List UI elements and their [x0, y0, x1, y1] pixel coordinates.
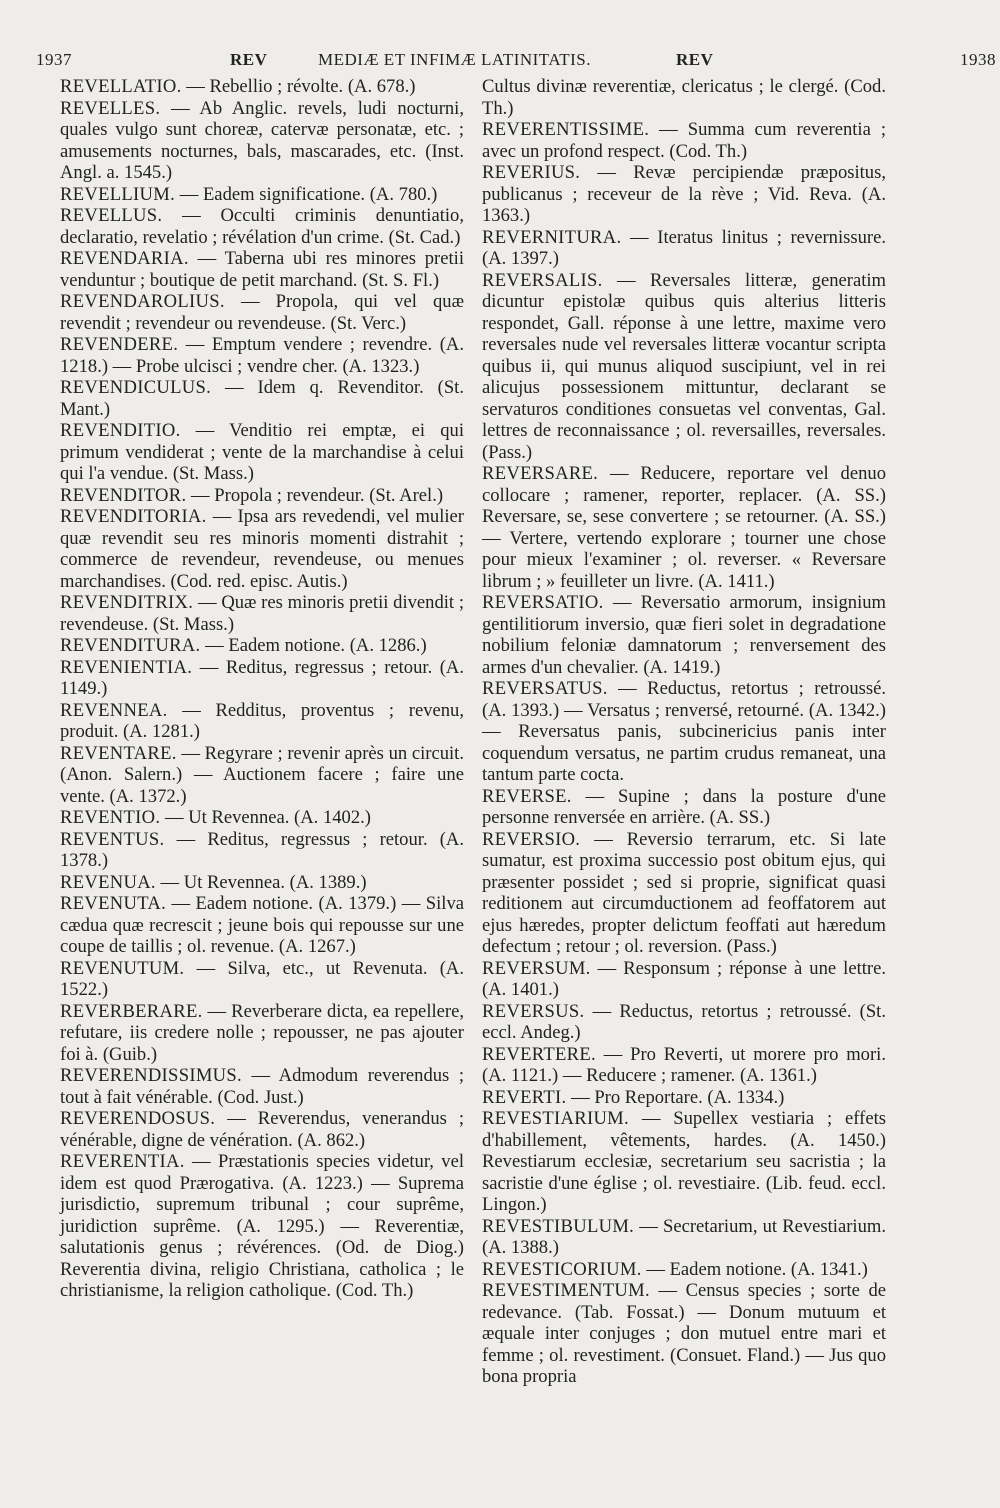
dictionary-entry — [482, 119, 886, 162]
entry-headword: REVENDITIO. — [60, 420, 181, 441]
entry-headword: REVERSATUS. — [482, 678, 608, 699]
entry-definition: — Ipsa ars revedendi, vel mulier quæ revendit seu res minoris momenti distrahit ; commerce de revendeur, revendeuse, ou menues marchandises. (Cod. red. episc. Autis.) — [60, 506, 464, 592]
entry-definition: — Pro Reverti, ut morere pro mori. (A. 1121.) — Reducere ; ramener. (A. 1361.) — [482, 1043, 886, 1086]
entry-headword: REVERTERE. — [482, 1043, 596, 1065]
running-header — [36, 46, 996, 76]
entry-definition: — Præstationis species videtur, vel idem est quod Prærogativa. (A. 1223.) — Suprema jurisdictio, supremum tribunal ; cour suprême, juridiction suprême. (A. 1295.) — Reverentiæ, salutationis genus ; révérences. (Od. de Diog.) Reverentia divina, religio Christiana, catholica ; le christianisme, la religion catholique. (Cod. Th.) — [60, 1151, 464, 1301]
entry-headword: REVENDICULUS. — [60, 377, 212, 398]
entry-definition: — Reducere, reportare vel denuo collocare ; ramener, reporter, replacer. (A. SS.) Reversare, se, sese convertere ; se retourner. (A. SS.) — Vertere, vertendo explorare ; tourner une chose pour mieux l'examiner ; ol. reverser. « Reversare librum ; » feuilleter un livre. (A. 1411.) — [482, 463, 886, 592]
page-number-left: 1937 — [36, 50, 72, 69]
entry-headword: REVESTICORIUM. — [482, 1258, 642, 1280]
entry-definition: — Reditus, regressus ; retour. (A. 1149.) — [60, 656, 464, 699]
dictionary-entry — [482, 1216, 886, 1259]
dictionary-entry — [60, 377, 464, 420]
entry-headword: REVENDITOR. — [60, 484, 187, 506]
dictionary-entry — [482, 829, 886, 958]
entry-definition: — Ut Revennea. (A. 1402.) — [160, 807, 371, 828]
entry-headword: REVENUTUM. — [60, 957, 185, 979]
entry-headword: REVENTARE. — [60, 742, 177, 764]
dictionary-entry — [482, 1044, 886, 1087]
entry-headword: REVELLATIO. — [60, 76, 182, 97]
dictionary-entry — [60, 248, 464, 291]
dictionary-entry — [60, 291, 464, 334]
entry-headword: REVERBERARE. — [60, 1000, 203, 1022]
left-column — [60, 76, 464, 1302]
entry-definition: — Venditio rei emptæ, ei qui primum vendiderat ; vente de la marchandise à celui qui l'a vendue. (St. Mass.) — [60, 420, 464, 484]
dictionary-entry — [60, 700, 464, 743]
entry-definition: — Reversales litteræ, generatim dicuntur epistolæ quibus quis alterius litteris respondet, Gall. réponse à une lettre, maxime vero reversales nude vel reversales litteræ vocantur scripta quibus ii, qui munus aliquod suscipiunt, vel in rei alicujus possessionem mittuntur, declarant se servaturos conditiones consuetas vel conventas, Gal. lettres de reconnaissance ; ol. reversailles, reversales. (Pass.) — [482, 269, 886, 463]
entry-definition: — Taberna ubi res minores pretii venduntur ; boutique de petit marchand. (St. S. Fl.) — [60, 248, 464, 291]
dictionary-entry — [60, 893, 464, 958]
dictionary-entry — [482, 162, 886, 227]
dictionary-entry — [482, 1001, 886, 1044]
entry-headword: REVENDERE. — [60, 334, 179, 355]
entry-definition: — Eadem notione. (A. 1379.) — Silva cædua quæ recrescit ; jeune bois qui repousse sur une coupe de taillis ; ol. revenue. (A. 1267.) — [60, 893, 464, 957]
entry-headword: REVENIENTIA. — [60, 656, 193, 678]
entry-definition: — Admodum reverendus ; tout à fait vénérable. (Cod. Just.) — [60, 1065, 464, 1108]
entry-headword: REVELLIUM. — [60, 183, 176, 205]
entry-headword: REVERENDISSIMUS. — [60, 1065, 242, 1086]
entry-headword: REVENUA. — [60, 871, 156, 893]
entry-definition: — Rebellio ; révolte. (A. 678.) — [181, 76, 416, 97]
entry-definition: — Regyrare ; revenir après un circuit. (Anon. Salern.) — Auctionem facere ; faire une vente. (A. 1372.) — [60, 742, 464, 807]
entry-headword: REVENDARIA. — [60, 248, 189, 269]
entry-headword: REVESTIMENTUM. — [482, 1280, 650, 1301]
entry-definition: — Supine ; dans la posture d'une personne renversée en arrière. (A. SS.) — [482, 785, 886, 828]
dictionary-entry — [60, 76, 464, 98]
dictionary-entry — [60, 205, 464, 248]
entry-headword: REVERSUM. — [482, 957, 591, 979]
dictionary-entry — [60, 506, 464, 592]
entry-definition: — Eadem notione. (A. 1286.) — [200, 635, 427, 656]
entry-headword: REVELLES. — [60, 97, 161, 119]
dictionary-entry — [60, 635, 464, 657]
entry-definition: — Occulti criminis denuntiatio, declaratio, revelatio ; révélation d'un crime. (St. Cad.) — [60, 205, 464, 248]
entry-headword: REVENTUS. — [60, 828, 165, 850]
entry-definition: — Reverendus, venerandus ; vénérable, digne de vénération. (A. 862.) — [60, 1108, 464, 1151]
dictionary-entry — [482, 1259, 886, 1281]
dictionary-entry — [482, 592, 886, 678]
dictionary-entry — [60, 592, 464, 635]
dictionary-entry — [482, 958, 886, 1001]
dictionary-entry — [482, 270, 886, 464]
dictionary-entry — [60, 872, 464, 894]
dictionary-entry — [60, 958, 464, 1001]
dictionary-entry — [60, 1001, 464, 1066]
dictionary-entry — [482, 463, 886, 592]
dictionary-entry — [482, 678, 886, 786]
entry-headword: REVENNEA. — [60, 699, 168, 721]
entry-definition: — Iteratus linitus ; revernissure. (A. 1397.) — [482, 226, 886, 269]
dictionary-entry — [60, 98, 464, 184]
entry-definition: — Reductus, retortus ; retroussé. (St. eccl. Andeg.) — [482, 1000, 886, 1043]
header-title: MEDIÆ ET INFIMÆ LATINITATIS. — [318, 50, 591, 69]
entry-headword: REVENDITURA. — [60, 635, 201, 656]
entry-definition: — Silva, etc., ut Revenuta. (A. 1522.) — [60, 957, 464, 1000]
header-abbr-left: REV — [230, 50, 268, 69]
entry-headword: REVERSATIO. — [482, 592, 604, 613]
entry-headword: REVERENTIA. — [60, 1151, 185, 1172]
entry-headword: REVERTI. — [482, 1086, 567, 1108]
dictionary-entry — [60, 485, 464, 507]
entry-headword: REVENTIO. — [60, 807, 161, 828]
entry-definition: Cultus divinæ reverentiæ, clericatus ; le clergé. (Cod. Th.) — [482, 76, 886, 119]
dictionary-entry — [60, 1151, 464, 1302]
entry-definition: — Eadem notione. (A. 1341.) — [641, 1258, 868, 1280]
entry-headword: REVESTIBULUM. — [482, 1215, 635, 1237]
entry-definition: — Ut Revennea. (A. 1389.) — [155, 871, 367, 893]
entry-definition: — Reductus, retortus ; retroussé. (A. 1393.) — Versatus ; renversé, retourné. (A. 1342.) — Reversatus panis, subcinericius panis inter coquendum versatus, ne partim crudus remaneat, una tantum parte cocta. — [482, 678, 886, 785]
entry-definition: — Reditus, regressus ; retour. (A. 1378.) — [60, 828, 464, 871]
entry-headword: REVERSIO. — [482, 828, 581, 850]
entry-headword: REVERNITURA. — [482, 226, 622, 248]
entry-definition: — Pro Reportare. (A. 1334.) — [566, 1086, 785, 1108]
dictionary-entry — [60, 420, 464, 485]
entry-definition: — Responsum ; réponse à une lettre. (A. 1401.) — [482, 957, 886, 1000]
dictionary-entry — [60, 1108, 464, 1151]
header-abbr-right: REV — [676, 50, 714, 69]
entry-headword: REVESTIARIUM. — [482, 1108, 629, 1129]
entry-definition: — Census species ; sorte de redevance. (Tab. Fossat.) — Donum mutuum et æquale inter conjuges ; don mutuel entre mari et femme ; ol. revestiment. (Consuet. Fland.) — Jus quo bona propria — [482, 1280, 886, 1387]
entry-definition: — Redditus, proventus ; revenu, produit. (A. 1281.) — [60, 699, 464, 742]
dictionary-entry — [482, 76, 886, 119]
entry-headword: REVENDITORIA. — [60, 506, 207, 527]
entry-definition: — Propola ; revendeur. (St. Arel.) — [186, 484, 444, 506]
entry-definition: — Reversio terrarum, etc. Si late sumatur, est proxima successio post obitum ejus, qui præsenter possidet ; sed si proprie, significat quasi reditionem aut circumductionem ad feoffatorem aut ejus hæredes, propter delictum feoffati aut hæredum defectum ; retour ; ol. reversion. (Pass.) — [482, 828, 886, 957]
dictionary-entry — [60, 807, 464, 829]
dictionary-entry — [60, 334, 464, 377]
entry-definition: — Idem q. Revenditor. (St. Mant.) — [60, 377, 464, 420]
dictionary-entry — [482, 1087, 886, 1109]
entry-headword: REVELLUS. — [60, 205, 163, 226]
dictionary-entry — [60, 184, 464, 206]
right-column — [482, 76, 886, 1388]
entry-definition: — Quæ res minoris pretii divendit ; revendeuse. (St. Mass.) — [60, 592, 464, 635]
entry-headword: REVERSALIS. — [482, 269, 603, 291]
entry-headword: REVENDAROLIUS. — [60, 291, 225, 312]
entry-definition: — Eadem significatione. (A. 780.) — [175, 183, 438, 205]
entry-definition: — Supellex vestiaria ; effets d'habillement, vêtements, hardes. (A. 1450.) Revestiarum ecclesiæ, secretarium seu sacristia ; la sacristie d'une église ; ol. revestiaire. (Lib. feud. eccl. Lingon.) — [482, 1108, 886, 1215]
dictionary-entry — [482, 786, 886, 829]
entry-definition: — Secretarium, ut Revestiarium. (A. 1388.) — [482, 1215, 886, 1258]
entry-definition: — Revæ percipiendæ præpositus, publicanus ; receveur de la rève ; Vid. Reva. (A. 1363.) — [482, 162, 886, 226]
entry-headword: REVERIUS. — [482, 162, 581, 183]
entry-headword: REVENDITRIX. — [60, 592, 194, 613]
entry-headword: REVERSARE. — [482, 463, 599, 484]
page-number-right: 1938 — [960, 50, 996, 69]
entry-definition: — Reversatio armorum, insignium gentilitiorum inversio, quæ fieri solet in degradatione nobilium feloniæ damnatorum ; renversement des armes d'un chevalier. (A. 1419.) — [482, 592, 886, 678]
dictionary-entry — [60, 743, 464, 808]
dictionary-entry — [482, 1280, 886, 1388]
dictionary-entry — [482, 227, 886, 270]
entry-headword: REVENUTA. — [60, 893, 167, 914]
dictionary-entry — [482, 1108, 886, 1216]
entry-definition: — Summa cum reverentia ; avec un profond respect. (Cod. Th.) — [482, 119, 886, 162]
entry-headword: REVERENDOSUS. — [60, 1108, 216, 1129]
entry-definition: — Emptum vendere ; revendre. (A. 1218.) — Probe ulcisci ; vendre cher. (A. 1323.) — [60, 334, 464, 377]
entry-headword: REVERENTISSIME. — [482, 119, 650, 140]
dictionary-entry — [60, 1065, 464, 1108]
entry-definition: — Reverberare dicta, ea repellere, refutare, iis credere nolle ; repousser, ne pas ajouter foi à. (Guib.) — [60, 1000, 464, 1065]
entry-headword: REVERSE. — [482, 785, 572, 807]
dictionary-entry — [60, 829, 464, 872]
entry-definition: — Propola, qui vel quæ revendit ; revendeur ou revendeuse. (St. Verc.) — [60, 291, 464, 334]
dictionary-entry — [60, 657, 464, 700]
entry-headword: REVERSUS. — [482, 1000, 585, 1022]
entry-definition: — Ab Anglic. revels, ludi nocturni, quales vulgo sunt choreæ, catervæ personatæ, etc. ; amusements nocturnes, bals, mascarades, etc. (Inst. Angl. a. 1545.) — [60, 97, 464, 183]
